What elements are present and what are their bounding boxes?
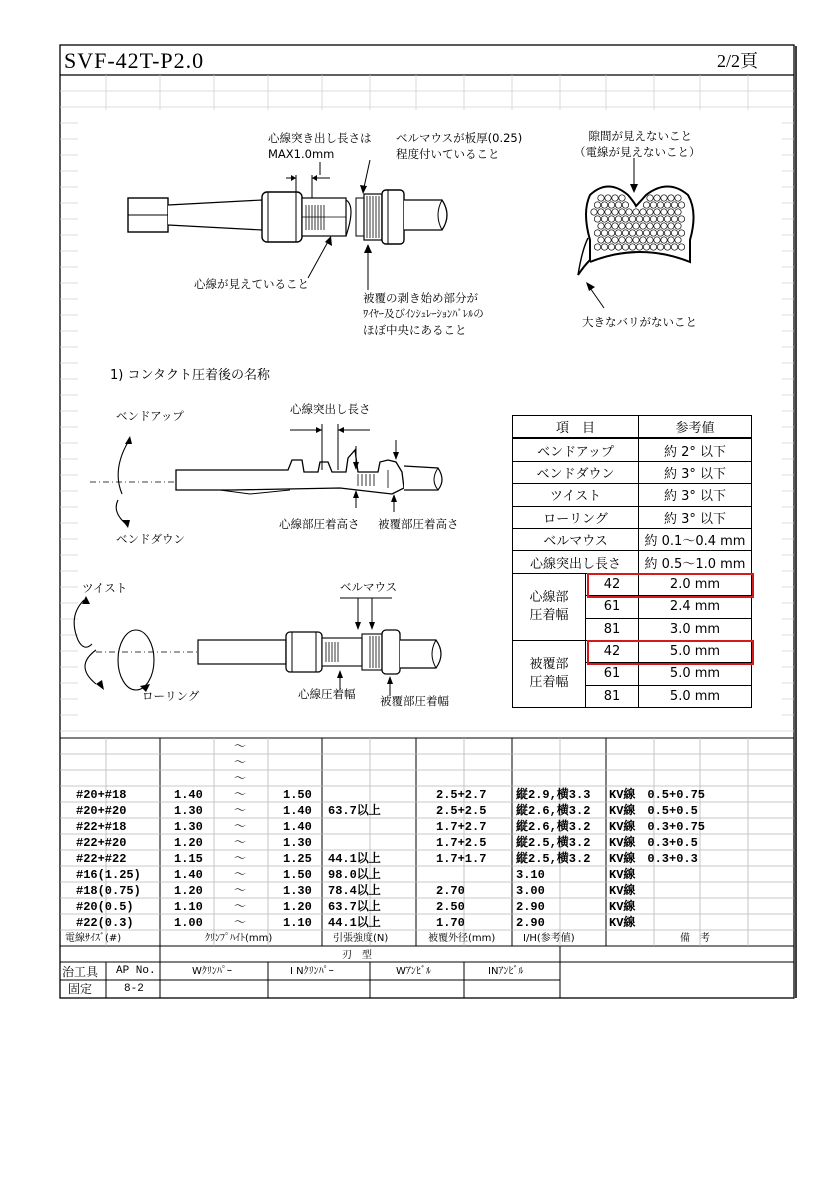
spec-cell-min: 1.20 <box>174 836 203 850</box>
spec-cell-sep: ～ <box>234 804 247 818</box>
section-title: 1) コンタクト圧着後の名称 <box>110 368 270 383</box>
spec-cell-remark: KV線 <box>609 916 636 930</box>
note-bellmouth: ベルマウスが板厚(0.25) 程度付いていること <box>396 131 523 161</box>
ref-value: 2.4 mm <box>639 596 752 618</box>
spec-cell-od: 1.70 <box>436 916 465 930</box>
spec-cell-min: 1.30 <box>174 820 203 834</box>
ref-value: 5.0 mm <box>639 640 752 662</box>
spec-cell-wire: #22+#22 <box>76 852 127 866</box>
label-rolling: ローリング <box>142 689 200 703</box>
ref-value: 5.0 mm <box>639 663 752 685</box>
header-outer-diameter: 被覆外径(mm) <box>428 933 496 944</box>
label-insulation-crimp-height: 被覆部圧着高さ <box>378 517 459 531</box>
spec-cell-sep: ～ <box>234 836 247 850</box>
spec-cell-sep: ～ <box>234 852 247 866</box>
spec-cell-od: 2.70 <box>436 884 465 898</box>
ref-value: 5.0 mm <box>639 685 752 707</box>
ref-header-item: 項 目 <box>513 416 639 439</box>
spec-cell-remark: KV線 0.5+0.5 <box>609 804 698 818</box>
spec-cell-tensile: 78.4以上 <box>328 884 381 898</box>
tool-header-in-crimper: I Nｸﾘﾝﾊﾟｰ <box>290 966 334 977</box>
spec-cell-remark: KV線 <box>609 900 636 914</box>
empty-row-tilde: ～ <box>234 740 247 754</box>
ref-size: 81 <box>586 618 639 640</box>
ref-size: 61 <box>586 596 639 618</box>
note-strip-position: 被覆の剥き始め部分が ﾜｲﾔｰ及びｲﾝｼｭﾚｰｼｮﾝﾊﾞﾚﾙの ほぼ中央にあること <box>363 291 484 337</box>
ref-size: 42 <box>586 573 639 595</box>
spec-cell-min: 1.20 <box>174 884 203 898</box>
tool-blade-header: 刃 型 <box>342 950 372 961</box>
label-bend-down: ベンドダウン <box>116 532 185 546</box>
spec-cell-min: 1.10 <box>174 900 203 914</box>
spec-cell-remark: KV線 0.3+0.3 <box>609 852 698 866</box>
spec-cell-ih: 縦2.5,横3.2 <box>516 852 591 866</box>
spec-cell-tensile: 63.7以上 <box>328 900 381 914</box>
spec-cell-remark: KV線 0.3+0.5 <box>609 836 698 850</box>
spec-cell-max: 1.20 <box>283 900 312 914</box>
spec-cell-max: 1.25 <box>283 852 312 866</box>
spec-cell-od: 1.7+2.7 <box>436 820 487 834</box>
spec-cell-max: 1.50 <box>283 788 312 802</box>
spec-cell-ih: 3.00 <box>516 884 545 898</box>
ref-value: 2.0 mm <box>639 573 752 595</box>
ref-item: ツイスト <box>513 484 639 506</box>
spec-cell-wire: #22+#20 <box>76 836 127 850</box>
spec-cell-sep: ～ <box>234 916 247 930</box>
spec-cell-min: 1.40 <box>174 788 203 802</box>
ref-size: 61 <box>586 663 639 685</box>
spec-cell-od: 2.50 <box>436 900 465 914</box>
spec-cell-min: 1.00 <box>174 916 203 930</box>
spec-cell-sep: ～ <box>234 820 247 834</box>
ref-header-value: 参考値 <box>639 416 752 439</box>
tool-header-tool: 治工具 <box>62 965 99 979</box>
spec-cell-max: 1.40 <box>283 820 312 834</box>
tool-fixed: 固定 <box>68 982 93 996</box>
empty-row-tilde: ～ <box>234 772 247 786</box>
spec-cell-wire: #20(0.5) <box>76 900 134 914</box>
header-tensile: 引張強度(N) <box>333 933 389 944</box>
spec-cell-min: 1.30 <box>174 804 203 818</box>
page-number: 2/2頁 <box>717 51 759 71</box>
spec-cell-ih: 2.90 <box>516 916 545 930</box>
spec-cell-remark: KV線 <box>609 868 636 882</box>
spec-cell-od: 1.7+2.5 <box>436 836 487 850</box>
header-wire-size: 電線ｻｲｽﾞ(#) <box>65 933 122 944</box>
spec-cell-od: 1.7+1.7 <box>436 852 487 866</box>
note-no-burr: 大きなバリがないこと <box>582 315 697 329</box>
ref-item: ローリング <box>513 506 639 528</box>
tool-ap-value: 8-2 <box>124 983 144 995</box>
spec-cell-max: 1.40 <box>283 804 312 818</box>
spec-cell-max: 1.30 <box>283 836 312 850</box>
spec-cell-wire: #20+#18 <box>76 788 127 802</box>
label-insulation-crimp-width: 被覆部圧着幅 <box>380 694 449 708</box>
ref-value: 約 3° 以下 <box>639 484 752 506</box>
spec-cell-sep: ～ <box>234 788 247 802</box>
label-core-protrusion: 心線突出し長さ <box>290 402 371 416</box>
ref-item: ベンドアップ <box>513 438 639 461</box>
ref-size: 42 <box>586 640 639 662</box>
spec-cell-tensile: 98.0以上 <box>328 868 381 882</box>
spec-cell-tensile: 63.7以上 <box>328 804 381 818</box>
spec-cell-remark: KV線 0.5+0.75 <box>609 788 706 802</box>
ref-value: 約 3° 以下 <box>639 506 752 528</box>
tool-header-in-anvil: INｱﾝﾋﾞﾙ <box>488 966 524 977</box>
spec-cell-ih: 3.10 <box>516 868 545 882</box>
empty-row-tilde: ～ <box>234 756 247 770</box>
tool-header-ap: AP No. <box>116 965 156 977</box>
ref-item: 心線突出し長さ <box>513 551 639 573</box>
spec-cell-wire: #18(0.75) <box>76 884 141 898</box>
ref-group-core-width: 心線部 圧着幅 <box>513 573 586 640</box>
header-crimp-height: ｸﾘﾝﾌﾟﾊｲﾄ(mm) <box>205 933 273 944</box>
spec-cell-wire: #22(0.3) <box>76 916 134 930</box>
ref-value: 約 3° 以下 <box>639 461 752 483</box>
ref-value: 約 0.1～0.4 mm <box>639 528 752 550</box>
header-ih: I/H(参考値) <box>523 933 575 944</box>
ref-value: 約 0.5～1.0 mm <box>639 551 752 573</box>
spec-cell-ih: 縦2.5,横3.2 <box>516 836 591 850</box>
spec-cell-sep: ～ <box>234 884 247 898</box>
note-core-visible: 心線が見えていること <box>194 277 309 291</box>
tool-header-w-crimper: Wｸﾘﾝﾊﾟｰ <box>192 966 232 977</box>
spec-cell-wire: #16(1.25) <box>76 868 141 882</box>
ref-value: 3.0 mm <box>639 618 752 640</box>
spec-cell-od: 2.5+2.5 <box>436 804 487 818</box>
spec-cell-sep: ～ <box>234 868 247 882</box>
spec-cell-wire: #22+#18 <box>76 820 127 834</box>
spec-cell-od: 2.5+2.7 <box>436 788 487 802</box>
spec-cell-ih: 縦2.9,横3.3 <box>516 788 591 802</box>
spec-cell-max: 1.50 <box>283 868 312 882</box>
spec-cell-tensile: 44.1以上 <box>328 852 381 866</box>
ref-item: ベンドダウン <box>513 461 639 483</box>
spec-cell-min: 1.40 <box>174 868 203 882</box>
spec-cell-ih: 2.90 <box>516 900 545 914</box>
label-twist: ツイスト <box>82 581 128 595</box>
tool-header-w-anvil: Wｱﾝﾋﾞﾙ <box>396 966 431 977</box>
spec-cell-sep: ～ <box>234 900 247 914</box>
spec-cell-tensile: 44.1以上 <box>328 916 381 930</box>
ref-value: 約 2° 以下 <box>639 438 752 461</box>
ref-size: 81 <box>586 685 639 707</box>
ref-group-insulation-width: 被覆部 圧着幅 <box>513 640 586 707</box>
ref-item: ベルマウス <box>513 528 639 550</box>
note-no-gap: 隙間が見えないこと （電線が見えないこと） <box>574 129 701 159</box>
spec-cell-remark: KV線 <box>609 884 636 898</box>
label-core-crimp-width: 心線圧着幅 <box>298 687 356 701</box>
spec-cell-max: 1.10 <box>283 916 312 930</box>
note-core-protrusion: 心線突き出し長さは MAX1.0mm <box>268 131 372 161</box>
spec-cell-min: 1.15 <box>174 852 203 866</box>
label-bellmouth: ベルマウス <box>340 580 398 594</box>
label-core-crimp-height: 心線部圧着高さ <box>279 517 360 531</box>
spec-cell-wire: #20+#20 <box>76 804 127 818</box>
document-title: SVF-42T-P2.0 <box>64 48 205 73</box>
spec-cell-remark: KV線 0.3+0.75 <box>609 820 706 834</box>
label-bend-up: ベンドアップ <box>116 409 184 423</box>
header-remarks: 備 考 <box>680 933 710 944</box>
spec-cell-ih: 縦2.6,横3.2 <box>516 820 591 834</box>
spec-cell-ih: 縦2.6,横3.2 <box>516 804 591 818</box>
spec-cell-max: 1.30 <box>283 884 312 898</box>
